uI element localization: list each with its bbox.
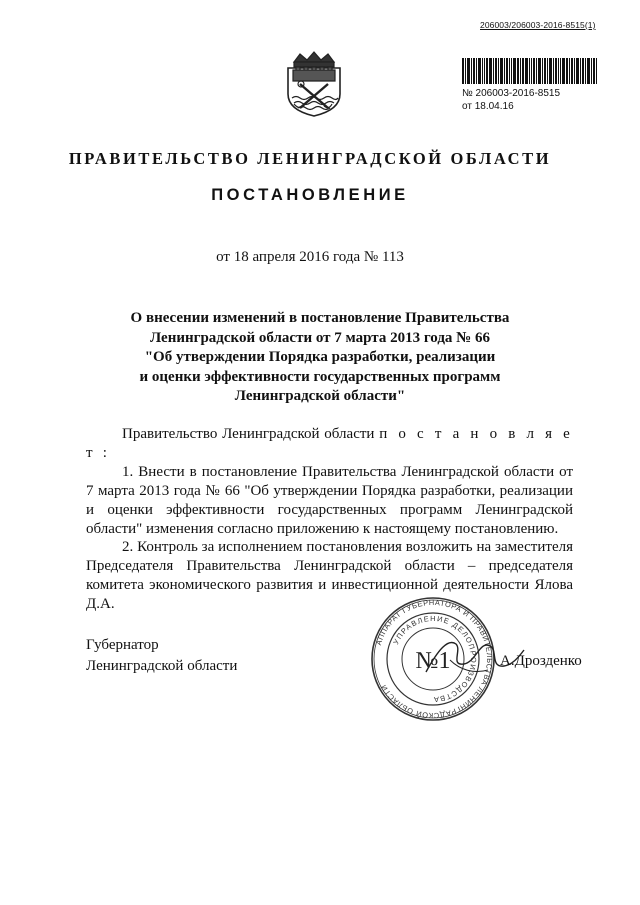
- svg-text:АППАРАТ ГУБЕРНАТОРА И ПРАВИТЕЛ: АППАРАТ ГУБЕРНАТОРА И ПРАВИТЕЛЬСТВА ЛЕНИНГРАДСКОЙ ОБЛАСТИ: [373, 597, 495, 721]
- signer-title-line: Губернатор: [86, 637, 159, 653]
- intro-prefix: Правительство Ленинградской области: [122, 426, 375, 442]
- signer-title-line: Ленинградской области: [86, 658, 238, 674]
- body-item-2: 2. Контроль за исполнением постановления возложить на заместителя Председателя Правительства Ленинградской области – председателя комитета экономического развития и инвестиционной деятельности Ялова Д.А.: [86, 539, 573, 613]
- intro-paragraph: [86, 425, 573, 463]
- document-id: 206003/206003-2016-8515(1): [480, 20, 596, 30]
- svg-text:№1: №1: [415, 648, 451, 674]
- document-type: ПОСТАНОВЛЕНИЕ: [211, 186, 409, 204]
- subject-line: и оценки эффективности государственных программ: [139, 368, 501, 385]
- subject-line: Ленинградской области": [234, 388, 406, 404]
- government-title: ПРАВИТЕЛЬСТВО ЛЕНИНГРАДСКОЙ ОБЛАСТИ: [68, 149, 552, 168]
- svg-text:УПРАВЛЕНИЕ ДЕЛОПРОИЗВОДСТВА: УПРАВЛЕНИЕ ДЕЛОПРОИЗВОДСТВА: [391, 613, 479, 705]
- subject-line: "Об утверждении Порядка разработки, реализации: [144, 349, 496, 365]
- document-date-number: от 18 апреля 2016 года № 113: [216, 249, 404, 265]
- subject-line: Ленинградской области от 7 марта 2013 года № 66: [149, 329, 490, 346]
- subject-line: О внесении изменений в постановление Правительства: [130, 310, 510, 326]
- document-body: [86, 425, 573, 614]
- intro-verb: п о с т а н о в л я е т :: [86, 426, 574, 461]
- barcode: [462, 58, 597, 84]
- coat-of-arms-icon: [280, 48, 348, 118]
- body-item-1: 1. Внести в постановление Правительства Ленинградской области от 7 марта 2013 года № 66 "Об утверждении Порядка разработки, реализации и оценки эффективности государственных программ Ленинградской области" изменения согласно приложению к настоящему постановлению.: [86, 463, 573, 537]
- signer-name: А.Дрозденко: [500, 653, 582, 669]
- registration-number: № 206003-2016-8515: [462, 88, 561, 99]
- signer-title: [86, 635, 237, 677]
- document-subject: [110, 309, 530, 407]
- registration-date: от 18.04.16: [462, 101, 514, 112]
